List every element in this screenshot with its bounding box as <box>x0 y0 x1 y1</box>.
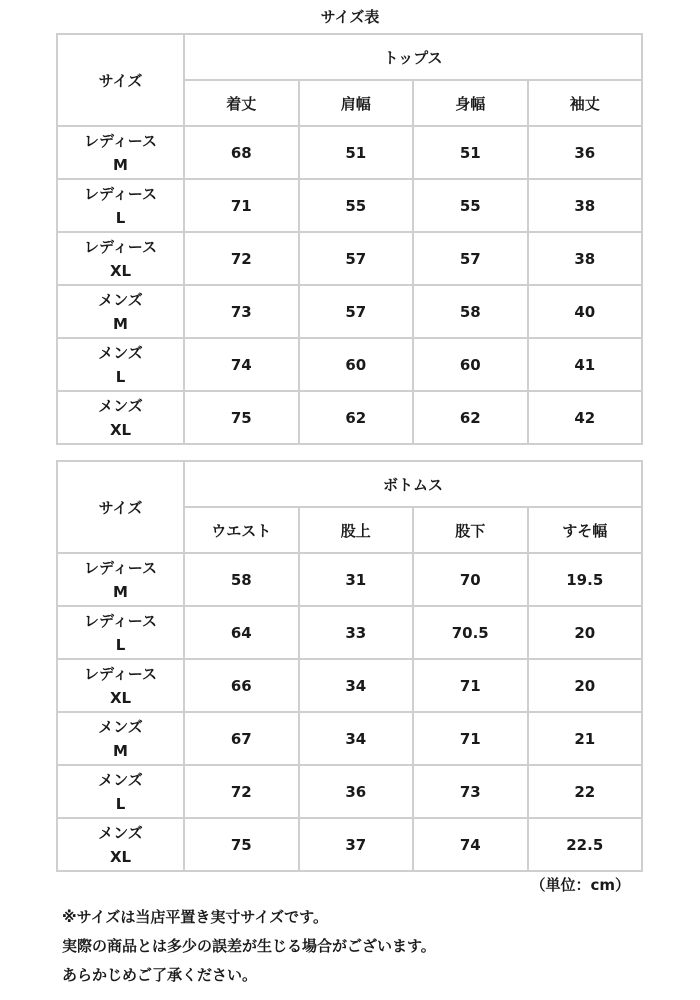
table-cell: 36 <box>299 765 414 818</box>
table-cell: 75 <box>184 391 299 444</box>
row-label: レディース L <box>57 606 184 659</box>
row-label: メンズ M <box>57 712 184 765</box>
size-header: サイズ <box>57 461 184 553</box>
column-header: 股上 <box>299 507 414 553</box>
group-header: トップス <box>184 34 642 80</box>
table-cell: 66 <box>184 659 299 712</box>
unit-note: （単位：cm） <box>530 876 630 894</box>
table-cell: 68 <box>184 126 299 179</box>
table-cell: 70.5 <box>413 606 528 659</box>
table-cell: 72 <box>184 232 299 285</box>
column-header: 袖丈 <box>528 80 643 126</box>
group-header: ボトムス <box>184 461 642 507</box>
table-cell: 38 <box>528 179 643 232</box>
table-cell: 57 <box>299 232 414 285</box>
table-row <box>57 126 642 179</box>
table-cell: 55 <box>413 179 528 232</box>
table-cell: 34 <box>299 659 414 712</box>
column-header: 肩幅 <box>299 80 414 126</box>
table-cell: 58 <box>184 553 299 606</box>
table-cell: 22 <box>528 765 643 818</box>
table-cell: 19.5 <box>528 553 643 606</box>
table-cell: 71 <box>413 712 528 765</box>
table-cell: 74 <box>184 338 299 391</box>
table-cell: 41 <box>528 338 643 391</box>
table-row <box>57 338 642 391</box>
tops-size-table <box>56 33 643 445</box>
size-header: サイズ <box>57 34 184 126</box>
note-line: ※サイズは当店平置き実寸サイズです。 <box>62 908 328 926</box>
table-row <box>57 712 642 765</box>
table-cell: 20 <box>528 659 643 712</box>
table-row <box>57 179 642 232</box>
table-row <box>57 391 642 444</box>
table-cell: 51 <box>299 126 414 179</box>
table-cell: 74 <box>413 818 528 871</box>
table-cell: 33 <box>299 606 414 659</box>
row-label: メンズ L <box>57 765 184 818</box>
table-row <box>57 818 642 871</box>
table-cell: 51 <box>413 126 528 179</box>
table-cell: 57 <box>299 285 414 338</box>
page-title: サイズ表 <box>320 8 380 26</box>
notes <box>62 903 682 990</box>
note-line: 実際の商品とは多少の誤差が生じる場合がございます。 <box>62 937 436 955</box>
row-label: メンズ M <box>57 285 184 338</box>
table-cell: 37 <box>299 818 414 871</box>
table-row <box>57 285 642 338</box>
row-label: メンズ XL <box>57 818 184 871</box>
table-row <box>57 659 642 712</box>
row-label: レディース M <box>57 553 184 606</box>
table-cell: 38 <box>528 232 643 285</box>
column-header: すそ幅 <box>528 507 643 553</box>
row-label: レディース L <box>57 179 184 232</box>
table-cell: 71 <box>413 659 528 712</box>
table-cell: 40 <box>528 285 643 338</box>
table-cell: 60 <box>413 338 528 391</box>
table-row <box>57 765 642 818</box>
table-cell: 67 <box>184 712 299 765</box>
table-row <box>57 232 642 285</box>
row-label: レディース XL <box>57 232 184 285</box>
table-cell: 73 <box>184 285 299 338</box>
table-cell: 62 <box>413 391 528 444</box>
row-label: メンズ XL <box>57 391 184 444</box>
table-cell: 34 <box>299 712 414 765</box>
note-line: あらかじめご了承ください。 <box>62 966 258 984</box>
column-header: 身幅 <box>413 80 528 126</box>
table-cell: 71 <box>184 179 299 232</box>
table-cell: 75 <box>184 818 299 871</box>
table-cell: 22.5 <box>528 818 643 871</box>
table-cell: 73 <box>413 765 528 818</box>
table-cell: 70 <box>413 553 528 606</box>
table-cell: 60 <box>299 338 414 391</box>
table-cell: 72 <box>184 765 299 818</box>
table-cell: 21 <box>528 712 643 765</box>
column-header: 股下 <box>413 507 528 553</box>
table-cell: 58 <box>413 285 528 338</box>
column-header: ウエスト <box>184 507 299 553</box>
row-label: メンズ L <box>57 338 184 391</box>
row-label: レディース XL <box>57 659 184 712</box>
row-label: レディース M <box>57 126 184 179</box>
table-cell: 42 <box>528 391 643 444</box>
table-cell: 64 <box>184 606 299 659</box>
table-row <box>57 606 642 659</box>
table-row <box>57 553 642 606</box>
table-cell: 31 <box>299 553 414 606</box>
table-cell: 20 <box>528 606 643 659</box>
column-header: 着丈 <box>184 80 299 126</box>
bottoms-size-table <box>56 460 643 872</box>
table-cell: 62 <box>299 391 414 444</box>
table-cell: 55 <box>299 179 414 232</box>
table-cell: 57 <box>413 232 528 285</box>
table-cell: 36 <box>528 126 643 179</box>
